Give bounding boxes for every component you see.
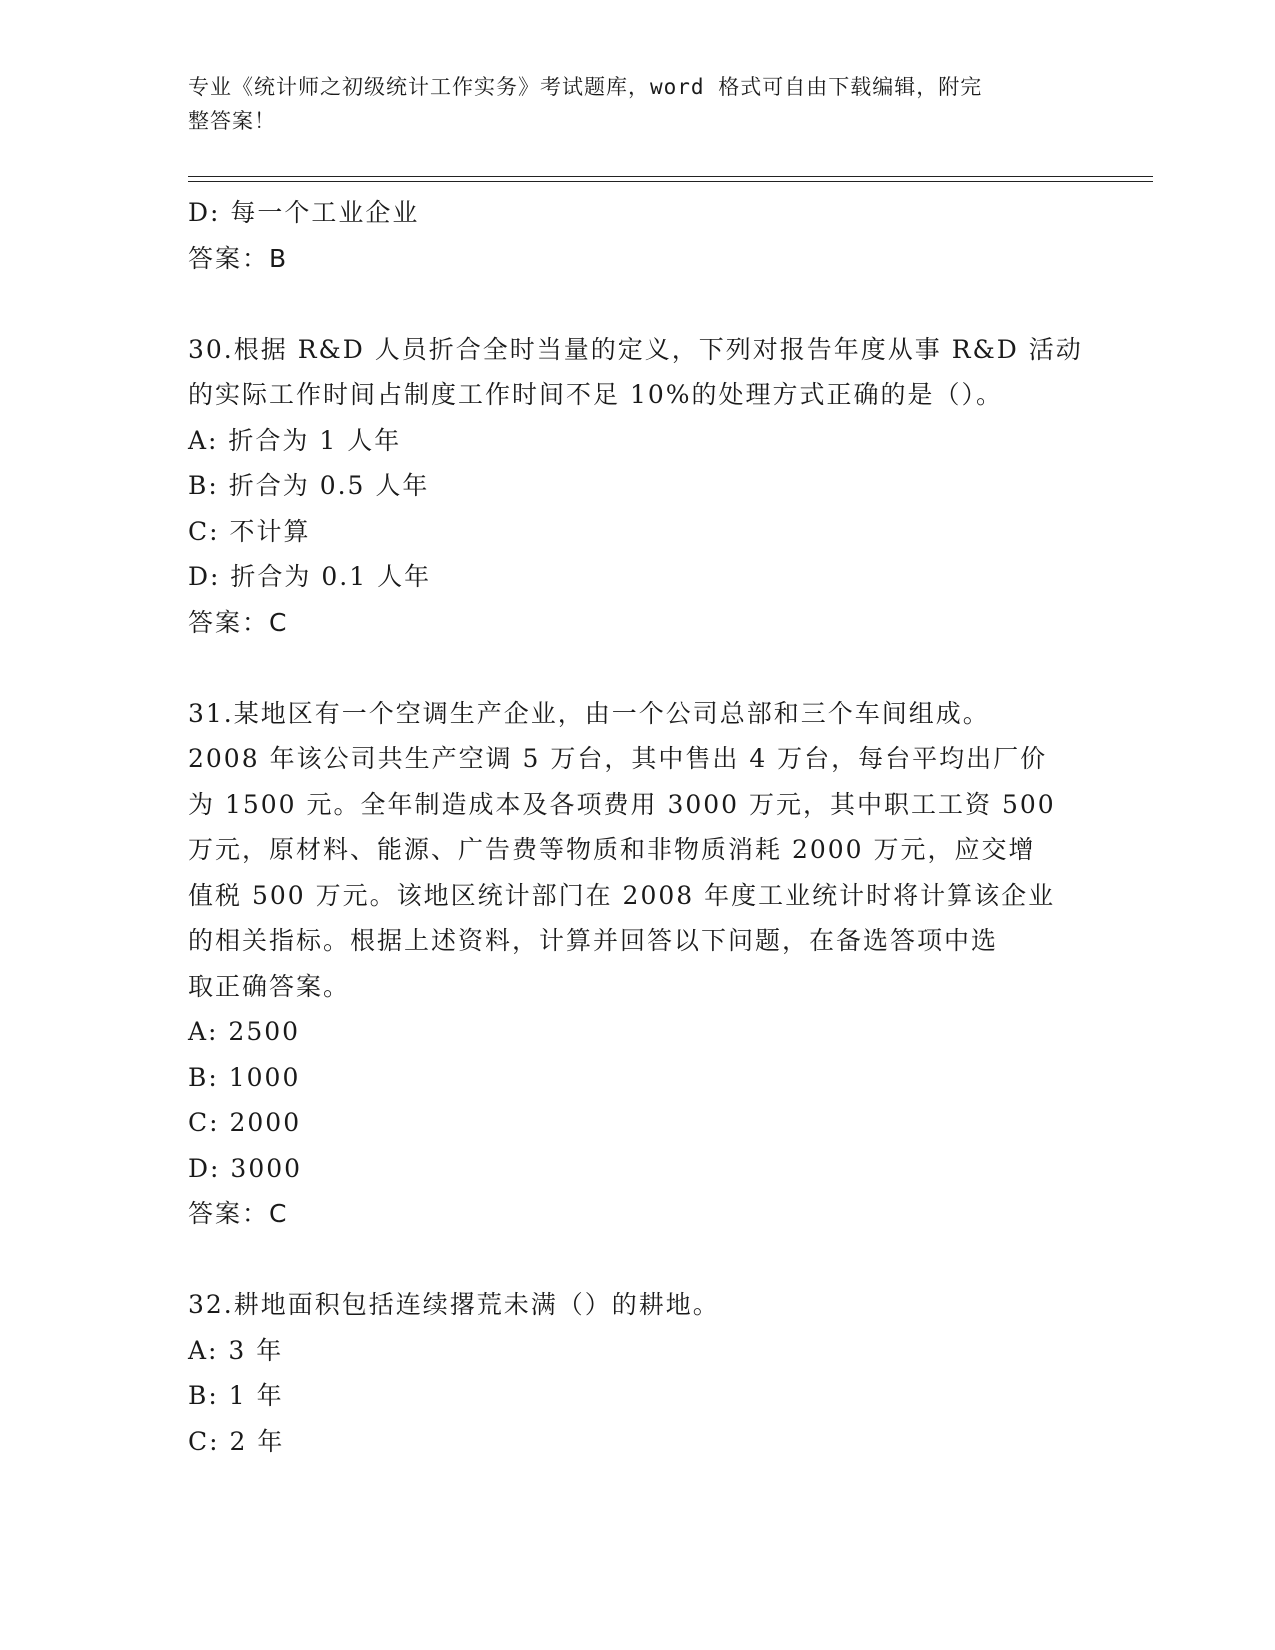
- header-divider-bottom: [188, 181, 1153, 182]
- option-c: C: 2 年: [188, 1426, 285, 1456]
- option-a: A: 折合为 1 人年: [188, 425, 402, 455]
- option-a: A: 2500: [188, 1017, 301, 1046]
- question-text-line: 值税 500 万元。该地区统计部门在 2008 年度工业统计时将计算该企业: [188, 880, 1056, 910]
- option-c: C: 不计算: [188, 516, 311, 546]
- option-a: A: 3 年: [188, 1335, 284, 1365]
- option-b: B: 折合为 0.5 人年: [188, 471, 430, 500]
- question-30: [188, 327, 1088, 646]
- question-text-line: 万元，原材料、能源、广告费等物质和非物质消耗 2000 万元，应交增: [188, 835, 1036, 864]
- spacer: [188, 645, 1088, 691]
- answer: 答案：C: [188, 1199, 289, 1228]
- question-31: [188, 691, 1088, 1237]
- option-d-prev: D: 每一个工业企业: [188, 198, 420, 227]
- question-text-line: 32.耕地面积包括连续撂荒未满（）的耕地。: [188, 1290, 720, 1319]
- option-d: D: 折合为 0.1 人年: [188, 562, 432, 591]
- spacer: [188, 281, 1088, 327]
- header-line-2: 整答案！: [188, 109, 276, 133]
- option-b: B: 1 年: [188, 1381, 284, 1410]
- question-text-line: 的相关指标。根据上述资料，计算并回答以下问题，在备选答项中选: [188, 926, 999, 955]
- header-divider-top: [188, 176, 1153, 177]
- answer: 答案：C: [188, 607, 289, 637]
- spacer: [188, 1237, 1088, 1283]
- document-header: [188, 70, 1088, 138]
- question-32: [188, 1282, 1088, 1464]
- answer-prev: 答案：B: [188, 243, 289, 273]
- question-text-line: 30.根据 R&D 人员折合全时当量的定义，下列对报告年度从事 R&D 活动: [188, 334, 1083, 364]
- question-text-line: 2008 年该公司共生产空调 5 万台，其中售出 4 万台，每台平均出厂价: [188, 744, 1048, 773]
- question-text-line: 31.某地区有一个空调生产企业，由一个公司总部和三个车间组成。: [188, 698, 990, 728]
- header-line-1: 专业《统计师之初级统计工作实务》考试题库，word 格式可自由下载编辑，附完: [188, 75, 983, 99]
- option-b: B: 1000: [188, 1062, 301, 1092]
- document-body: [188, 190, 1088, 1464]
- question-text-line: 为 1500 元。全年制造成本及各项费用 3000 万元，其中职工工资 500: [188, 789, 1056, 819]
- option-d: D: 3000: [188, 1153, 303, 1183]
- question-text-line: 的实际工作时间占制度工作时间不足 10%的处理方式正确的是（）。: [188, 380, 1004, 409]
- question-text-line: 取正确答案。: [188, 971, 351, 1001]
- option-c: C: 2000: [188, 1108, 302, 1137]
